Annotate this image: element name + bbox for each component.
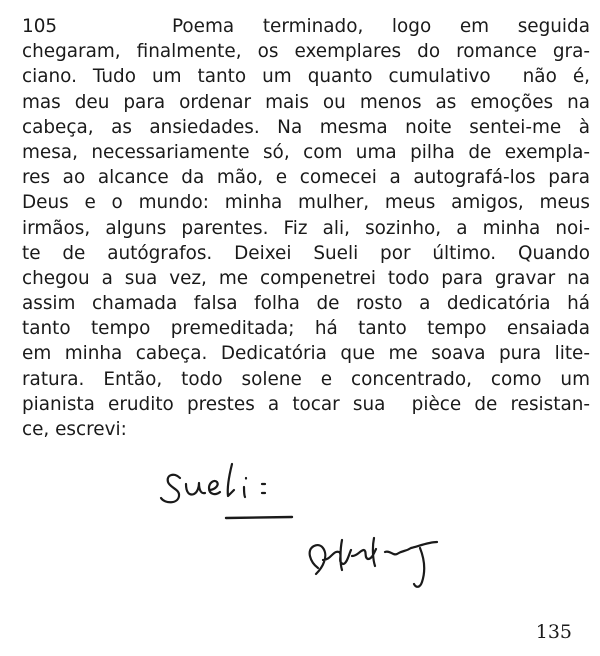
text-line: te de autógrafos. Deixei Sueli por último. Quando: [22, 242, 590, 264]
text-line: tanto tempo premeditada; há tanto tempo ensaiada: [22, 318, 590, 340]
signature-icon: [310, 538, 437, 587]
text-line: ciano. Tudo um tanto um quanto cumulativo não é,: [22, 66, 590, 88]
text-line: mesa, necessariamente só, com uma pilha de exempla-: [22, 141, 590, 163]
text-line: irmãos, alguns parentes. Fiz ali, sozinho, a minha noi-: [22, 217, 590, 239]
text-line: ratura. Então, todo solene e concentrado, como um: [22, 368, 590, 390]
text-line: em minha cabeça. Dedicatória que me soava pura lite-: [22, 343, 590, 365]
poem-number: 105: [22, 16, 58, 37]
text-line: pianista erudito prestes a tocar sua pièce de resistan-: [22, 393, 590, 415]
text-line: chegaram, finalmente, os exemplares do romance gra-: [22, 41, 590, 63]
text-line: chegou a sua vez, me compenetrei todo para gravar na: [22, 267, 590, 289]
text-line: res ao alcance da mão, e comecei a autografá-los para: [22, 167, 590, 189]
text-line-first-content: Poema terminado, logo em seguida: [172, 16, 590, 37]
text-line: mas deu para ordenar mais ou menos as emoções na: [22, 91, 590, 113]
text-line-first: [22, 14, 590, 39]
text-line: Deus e o mundo: minha mulher, meus amigos, meus: [22, 192, 590, 214]
text-line: cabeça, as ansiedades. Na mesma noite sentei-me à: [22, 116, 590, 138]
page-number: 135: [535, 621, 572, 643]
handwritten-sueli-icon: [161, 464, 246, 502]
text-line: ce, escrevi:: [22, 419, 127, 440]
handwritten-colon-icon: [262, 484, 265, 493]
text-line: assim chamada falsa folha de rosto a dedicatória há: [22, 293, 590, 315]
dedication-underline: [226, 517, 292, 518]
prose-text-block: [22, 14, 590, 442]
